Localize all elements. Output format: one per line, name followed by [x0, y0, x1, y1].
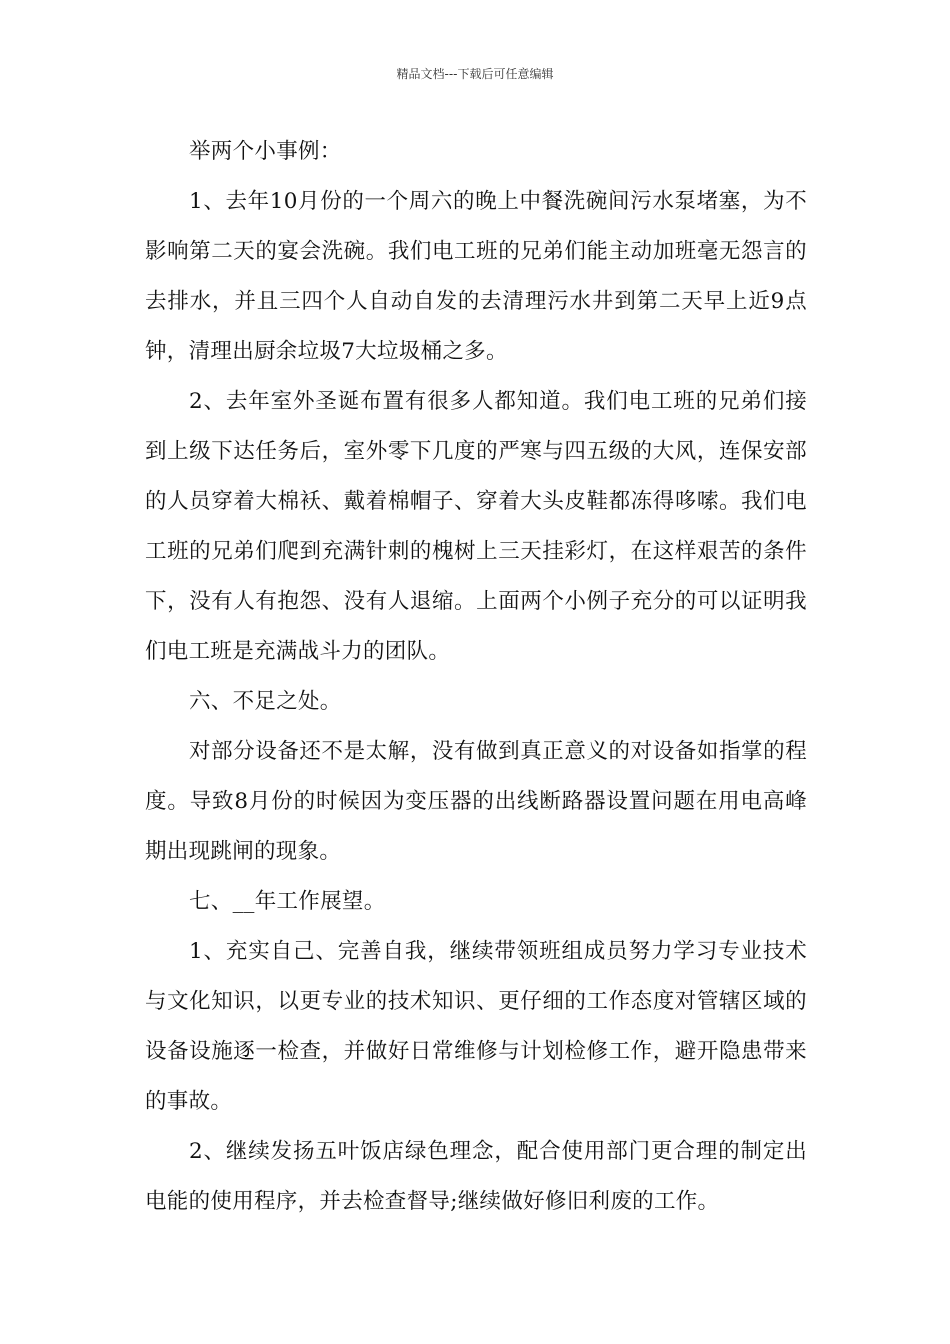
- paragraph-examples-intro: 举两个小事例：: [189, 139, 342, 164]
- paragraph-outlook-2: 2、继续发扬五叶饭店绿色理念，配合使用部门更合理的制定出电能的使用程序，并去检查督导;继续做好修旧利废的工作。: [145, 1139, 807, 1214]
- paragraph-shortcomings: 对部分设备还不是太解，没有做到真正意义的对设备如指掌的程度。导致8月份的时候因为变压器的出线断路器设置问题在用电高峰期出现跳闸的现象。: [145, 739, 807, 864]
- section-heading-shortcomings: 六、不足之处。: [189, 689, 342, 714]
- page-header: 精品文档---下载后可任意编辑: [396, 67, 554, 81]
- document-body: [145, 127, 807, 1227]
- paragraph-example-2: 2、去年室外圣诞布置有很多人都知道。我们电工班的兄弟们接到上级下达任务后，室外零下几度的严寒与四五级的大风，连保安部的人员穿着大棉袄、戴着棉帽子、穿着大头皮鞋都冻得哆嗦。我们电工班的兄弟们爬到充满针刺的槐树上三天挂彩灯，在这样艰苦的条件下，没有人有抱怨、没有人退缩。上面两个小例子充分的可以证明我们电工班是充满战斗力的团队。: [145, 389, 807, 664]
- paragraph-example-1: 1、去年10月份的一个周六的晚上中餐洗碗间污水泵堵塞，为不影响第二天的宴会洗碗。我们电工班的兄弟们能主动加班毫无怨言的去排水，并且三四个人自动自发的去清理污水井到第二天早上近9点钟，清理出厨余垃圾7大垃圾桶之多。: [145, 189, 807, 364]
- section-heading-outlook: 七、__年工作展望。: [189, 889, 386, 914]
- paragraph-outlook-1: 1、充实自己、完善自我，继续带领班组成员努力学习专业技术与文化知识，以更专业的技术知识、更仔细的工作态度对管辖区域的设备设施逐一检查，并做好日常维修与计划检修工作，避开隐患带来的事故。: [145, 939, 807, 1114]
